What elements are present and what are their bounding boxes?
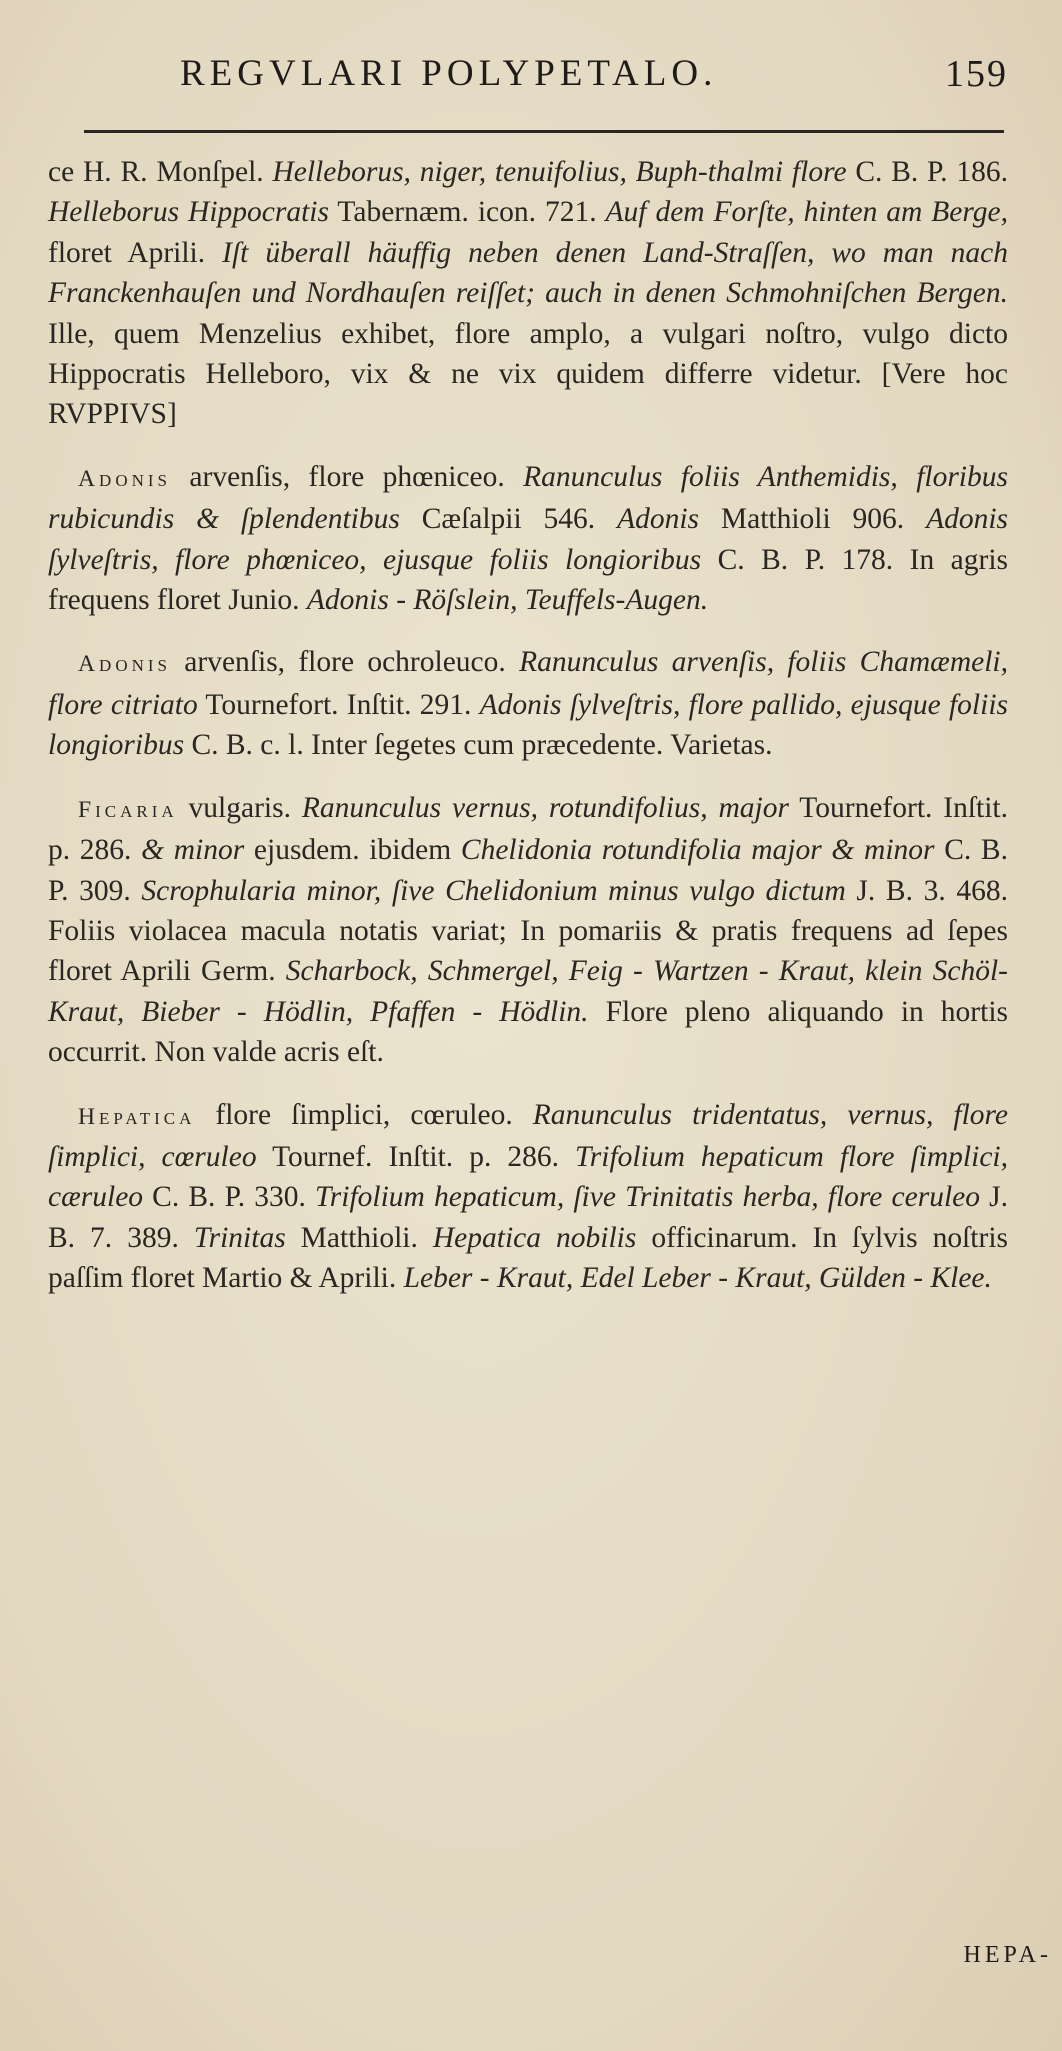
italic-segment: Adonis <box>617 503 700 536</box>
text-segment: C. B. P. 186. <box>846 156 1008 188</box>
italic-segment: Adonis ſylveſtris, flore pallido, ejusque foliis longioribus <box>48 688 1008 762</box>
italic-segment: Helleborus Hippocratis <box>48 196 329 229</box>
text-segment: arvenſis, flore phœniceo. <box>171 460 524 493</box>
text-segment: floret Aprili. <box>48 236 223 269</box>
italic-segment: Helleborus, niger, tenuifolius, Buph-thalmi flore <box>272 156 847 188</box>
italic-segment: Adonis - Röſslein, Teuffels-Augen. <box>306 584 709 617</box>
italic-segment: & minor <box>141 834 245 867</box>
text-segment: Matthioli 906. <box>699 503 927 536</box>
book-page <box>48 52 1009 1295</box>
text-segment: ce H. R. Monſpel. <box>48 156 273 188</box>
text-segment: C. B. P. 330. <box>143 1181 315 1214</box>
header-rule <box>84 130 1004 133</box>
text-segment: J. B. 3. 468. Foliis violacea macula notatis variat; In pomariis & pratis frequens ad ſepes floret Aprili Germ. <box>48 874 1008 988</box>
running-title: REGVLARI POLYPETALO. <box>180 53 718 94</box>
text-segment: flore ſimplici, cœruleo. <box>195 1098 533 1131</box>
body-text <box>48 152 1008 1307</box>
text-segment: Tournefort. Inſtit. 291. <box>197 688 480 721</box>
page-number: 159 <box>945 53 1008 95</box>
italic-segment: Trinitas <box>193 1221 286 1254</box>
paragraph <box>48 1095 1008 1299</box>
italic-segment: Ranunculus vernus, rotundifolius, major <box>301 791 789 824</box>
paragraph <box>48 457 1008 621</box>
italic-segment: Scharbock, Schmergel, Feig - Wartzen - Kraut, klein Schöl-Kraut, Bieber - Hödlin, Pfaffen - Hödlin. <box>48 955 1009 1028</box>
italic-segment: Leber - Kraut, Edel Leber - Kraut, Gülden - Klee. <box>403 1262 992 1295</box>
page-header <box>48 52 1008 112</box>
italic-segment: Hepatica nobilis <box>432 1221 637 1254</box>
text-segment: C. B. P. 178. In agris frequens floret Junio. <box>48 543 1008 617</box>
italic-segment: Ranunculus foliis Anthemidis, floribus rubicundis & ſplendentibus <box>48 460 1008 536</box>
text-segment: Tabernæm. icon. 721. <box>329 196 606 229</box>
italic-segment: Trifolium hepaticum, ſive Trinitatis herba, flore ceruleo <box>314 1181 980 1214</box>
italic-segment: Adonis ſylveſtris, flore phœniceo, ejusque foliis longioribus <box>48 503 1009 576</box>
paragraph <box>48 152 1008 435</box>
italic-segment: Iſt überall häuffig neben denen Land-Straſſen, wo man nach Franckenhauſen und Nordhauſen reiſſet; auch in denen Schmohniſchen Bergen. <box>48 236 1008 310</box>
entry-lead-word: Adonis <box>78 651 171 678</box>
entry-lead-word: Hepatica <box>78 1103 196 1130</box>
paragraph <box>48 788 1008 1073</box>
text-segment: Tournefort. Inſtit. p. 286. <box>48 791 1009 867</box>
text-segment: officinarum. In ſylvis noſtris paſſim floret Martio & Aprili. <box>48 1221 1009 1295</box>
entry-lead-word: Ficaria <box>78 796 178 823</box>
italic-segment: Chelidonia rotundifolia major & minor <box>460 834 935 867</box>
catchword: HEPA- <box>963 1942 1052 1968</box>
entry-lead-word: Adonis <box>78 465 171 492</box>
text-segment: ejusdem. ibidem <box>244 834 461 867</box>
text-segment: vulgaris. <box>177 791 302 824</box>
text-segment: arvenſis, flore ochroleuco. <box>171 646 520 679</box>
text-segment: Tournef. Inſtit. p. 286. <box>256 1140 576 1173</box>
italic-segment: Auf dem Forſte, hinten am Berge, <box>605 196 1009 229</box>
text-segment: C. B. c. l. Inter ſegetes cum præcedente. Varietas. <box>184 729 773 762</box>
text-segment: C. B. P. 309. <box>48 834 1008 907</box>
text-segment: Matthioli. <box>285 1221 433 1254</box>
italic-segment: Ranunculus tridentatus, vernus, flore ſimplici, cœruleo <box>48 1098 1009 1173</box>
italic-segment: Scrophularia minor, ſive Chelidonium minus vulgo dictum <box>141 874 846 907</box>
italic-segment: Trifolium hepaticum flore ſimplici, cæruleo <box>48 1140 1008 1214</box>
text-segment: Flore pleno aliquando in hortis occurrit. Non valde acris eſt. <box>48 995 1009 1069</box>
text-segment: J. B. 7. 389. <box>48 1181 1008 1254</box>
italic-segment: Ranunculus arvenſis, foliis Chamæmeli, flore citriato <box>48 646 1008 721</box>
text-segment: Ille, quem Menzelius exhibet, flore amplo, a vulgari noſtro, vulgo dicto Hippocratis Helleboro, vix & ne vix quidem differre videtur. [Vere hoc RVPPIVS] <box>48 317 1008 431</box>
text-segment: Cæſalpii 546. <box>399 503 618 536</box>
paragraph <box>48 642 1008 765</box>
